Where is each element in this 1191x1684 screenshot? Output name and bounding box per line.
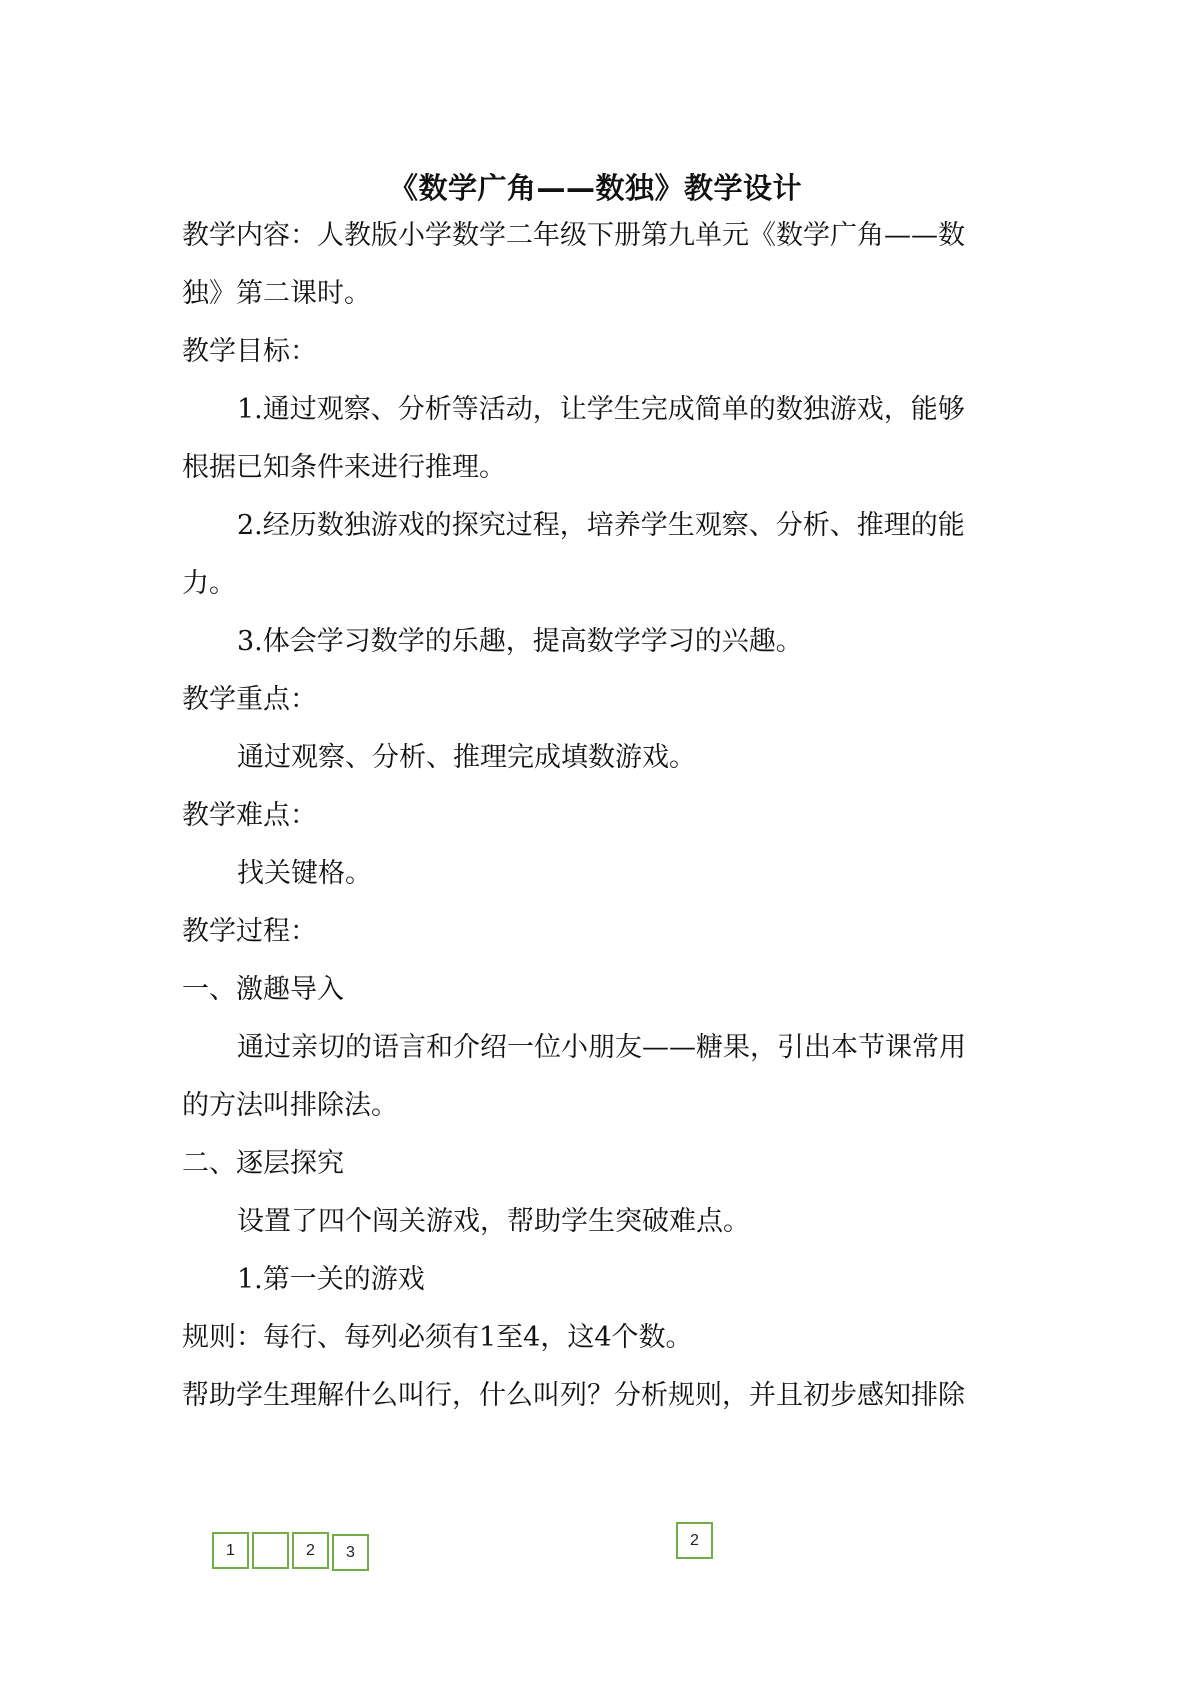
- paragraph-line: 独》第二课时。: [182, 278, 371, 309]
- section-heading: 教学难点：: [182, 800, 317, 831]
- sudoku-cell: [252, 1532, 289, 1569]
- sudoku-cell: 2: [292, 1532, 329, 1569]
- paragraph-line: 2.经历数独游戏的探究过程，培养学生观察、分析、推理的能: [237, 510, 965, 541]
- paragraph-line: 1.第一关的游戏: [237, 1264, 425, 1295]
- paragraph-line: 1.通过观察、分析等活动，让学生完成简单的数独游戏，能够: [237, 394, 965, 425]
- paragraph-line: 设置了四个闯关游戏，帮助学生突破难点。: [237, 1206, 750, 1237]
- sudoku-cell: 2: [676, 1522, 713, 1559]
- paragraph-line: 帮助学生理解什么叫行，什么叫列？分析规则，并且初步感知排除: [182, 1380, 965, 1411]
- paragraph-line: 教学内容：人教版小学数学二年级下册第九单元《数学广角——数: [182, 220, 965, 251]
- section-heading: 教学目标：: [182, 336, 317, 367]
- paragraph-line: 的方法叫排除法。: [182, 1090, 398, 1121]
- paragraph-line: 找关键格。: [237, 858, 372, 889]
- paragraph-line: 根据已知条件来进行推理。: [182, 452, 506, 483]
- paragraph-line: 力。: [182, 568, 236, 599]
- section-heading: 一、激趣导入: [182, 974, 344, 1005]
- section-heading: 教学重点：: [182, 684, 317, 715]
- sudoku-cell: 1: [212, 1532, 249, 1569]
- paragraph-line: 3.体会学习数学的乐趣，提高数学学习的兴趣。: [237, 626, 803, 657]
- document-title: 《数学广角——数独》教学设计: [388, 171, 802, 205]
- section-heading: 二、逐层探究: [182, 1148, 344, 1179]
- paragraph-line: 通过亲切的语言和介绍一位小朋友——糖果，引出本节课常用: [237, 1032, 966, 1063]
- paragraph-line: 通过观察、分析、推理完成填数游戏。: [237, 742, 696, 773]
- paragraph-line: 规则：每行、每列必须有1至4，这4个数。: [182, 1322, 693, 1353]
- sudoku-cell: 3: [332, 1534, 369, 1571]
- section-heading: 教学过程：: [182, 916, 317, 947]
